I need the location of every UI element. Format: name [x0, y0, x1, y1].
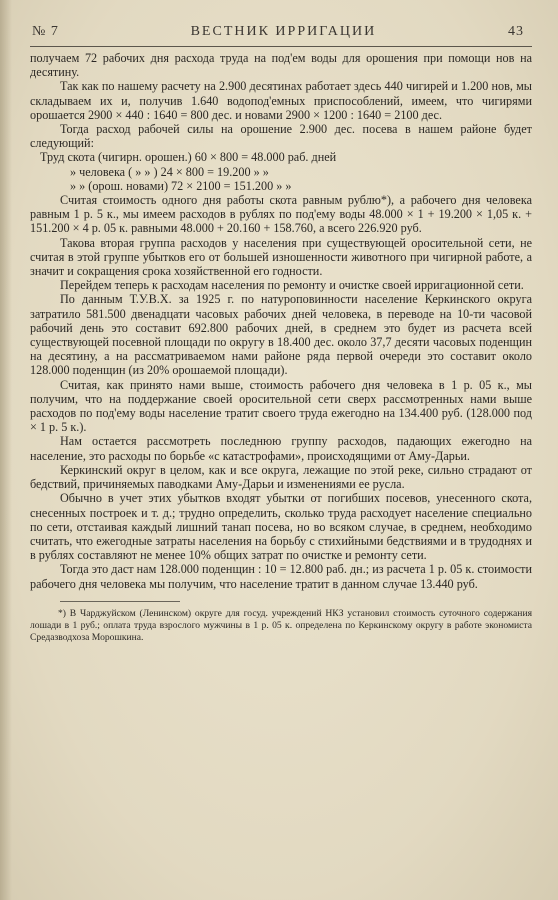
paragraph: Керкинский округ в целом, как и все округа, лежащие по этой реке, сильно страдают от бедствий, причиняемых паводками Аму-Дарьи и изменениями ее русла. — [30, 462, 532, 492]
article-body — [30, 51, 532, 591]
paragraph: Считая стоимость одного дня работы скота равным рублю*), а рабочего дня человека равным 1 р. 5 к., мы имеем расходов в рублях по под'ему воды 48.000 × 1 + 19.200 × 1,05 к. + 151.200 × 4 р. 05 к. равными 48.000 + 20.160 + 158.760, а всего 226.920 руб. — [30, 193, 532, 236]
footnote-separator — [60, 601, 180, 602]
calculation-line: » человека ( » » ) 24 × 800 = 19.200 » » — [70, 164, 269, 179]
page-number: 43 — [507, 24, 524, 39]
header-rule — [30, 46, 532, 47]
paragraph: Перейдем теперь к расходам населения по ремонту и очистке своей ирригационной сети. — [60, 278, 524, 293]
footnote: *) В Чарджуйском (Ленинском) округе для госуд. учреждений НКЗ установил стоимость суточного содержания лошади в 1 руб.; оплата труда взрослого мужчины в 1 р. 05 к. определена по Керкинскому округу в работе экономиста Средазводхоза Морошкина. — [30, 607, 532, 644]
journal-title: ВЕСТНИК ИРРИГАЦИИ — [190, 24, 377, 39]
paragraph: Обычно в учет этих убытков входят убытки от погибших посевов, унесенного скота, снесенных построек и т. д.; трудно определить, сколько труда расходует население специально по сети, отстаивая каждый лишний танап посева, но во всяком случае, в среднем, необходимо считать, что ежегодные затраты населения на борьбу с стихийными бедствиями и в трудоднях и в рублях составляют не менее 10% общих затрат по очистке и ремонту сети. — [30, 491, 532, 563]
issue-number: № 7 — [32, 24, 59, 39]
calculation-line: » » (орош. новами) 72 × 2100 = 151.200 » » — [70, 178, 292, 193]
paragraph: По данным Т.У.В.Х. за 1925 г. по натуроповинности население Керкинского округа затратило 581.500 двенадцати часовых рабочих дней человека, в переводе на 10-ти часовой рабочий день это составит 692.800 рабочих дней, в среднем это будет из расчета всей существующей посевной площади по округу в 18.400 дес. около 37,7 десяти часовых поденщин на десятину, а на рассматриваемом нами районе ряда первой очереди это составит около 128.000 поденщин (из 20% орошаемой площади). — [30, 292, 532, 378]
paragraph: Тогда расход рабочей силы на орошение 2.900 дес. посева в нашем районе будет следующий: — [30, 122, 532, 151]
running-header — [30, 24, 532, 44]
calculation-line: Труд скота (чигирн. орошен.) 60 × 800 = 48.000 раб. дней — [40, 150, 337, 165]
paragraph: Такова вторая группа расходов у населения при существующей оросительной сети, не считая в этой группе убытков его от большей изношенности животного при чигирной работе, а значит и сокращения срока хозяйственной его годности. — [30, 235, 532, 279]
paragraph: Считая, как принято нами выше, стоимость рабочего дня человека в 1 р. 05 к., мы получим, что на поддержание своей оросительной сети сверх рассмотренных нами выше расходов по под'ему воды население тратит своего труда ежегодно на 134.400 руб. (128.000 под × 1 р. 5 к.). — [30, 377, 532, 435]
paragraph: Тогда это даст нам 128.000 поденщин : 10 = 12.800 раб. дн.; из расчета 1 р. 05 к. стоимости рабочего дня человека мы получим, что население тратит в данном случае 13.440 руб. — [30, 562, 532, 591]
paragraph: Нам остается рассмотреть последнюю группу расходов, падающих ежегодно на население, это расходы по борьбе «с катастрофами», происходящими от Аму-Дарьи. — [30, 434, 532, 463]
footnotes — [30, 608, 532, 645]
page-edge-shadow — [0, 0, 12, 900]
paragraph: Так как по нашему расчету на 2.900 десятинах работает здесь 440 чигирей и 1.200 нов, мы складываем их и, получив 1.640 водопод'емных приспособлений, имеем, что чигирями орошается 2900 × 440 : 1640 = 800 дес. и новами 2900 × 1200 : 1640 = 2100 дес. — [30, 79, 532, 122]
paragraph: получаем 72 рабочих дня расхода труда на под'ем воды для орошения при помощи нов на десятину. — [30, 51, 532, 80]
